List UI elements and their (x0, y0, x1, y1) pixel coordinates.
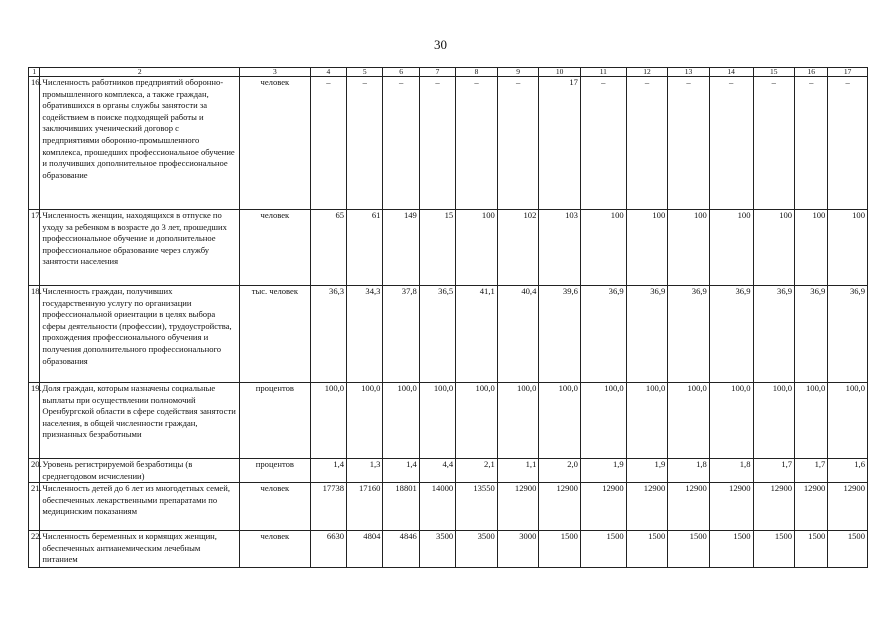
value-cell: 17738 (310, 483, 346, 531)
value-cell: 1500 (668, 531, 710, 568)
value-cell: 1,9 (580, 459, 626, 483)
value-cell: 3500 (456, 531, 498, 568)
value-cell: – (828, 77, 868, 210)
value-cell: 100,0 (828, 383, 868, 459)
value-cell: 36,9 (795, 286, 828, 383)
value-cell: 36,9 (626, 286, 668, 383)
value-cell: 1,4 (383, 459, 419, 483)
value-cell: 1,3 (347, 459, 383, 483)
value-cell: 4804 (347, 531, 383, 568)
value-cell: 36,9 (753, 286, 795, 383)
value-cell: 12900 (709, 483, 753, 531)
table-row (29, 483, 868, 531)
unit-cell: человек (240, 483, 311, 531)
value-cell: – (383, 77, 419, 210)
column-number-cell: 10 (539, 68, 581, 77)
column-number-cell: 11 (580, 68, 626, 77)
value-cell: 36,9 (709, 286, 753, 383)
value-cell: – (580, 77, 626, 210)
value-cell: 100 (580, 210, 626, 286)
value-cell: 100,0 (626, 383, 668, 459)
value-cell: 1,8 (668, 459, 710, 483)
value-cell: 12900 (626, 483, 668, 531)
value-cell: 100,0 (497, 383, 539, 459)
column-number-cell: 13 (668, 68, 710, 77)
value-cell: 65 (310, 210, 346, 286)
value-cell: 100,0 (795, 383, 828, 459)
value-cell: 4846 (383, 531, 419, 568)
indicator-name: Численность работников предприятий оборонно-промышленного комплекса, а также граждан, обратившихся в органы службы занятости за содействием в поиске подходящей работы и заключивших ученический договор с предприятиями оборонно-промышленного комплекса, прошедших профессиональное обучение и получивших дополнительное профессиональное образование (40, 77, 240, 210)
value-cell: – (310, 77, 346, 210)
value-cell: 14000 (419, 483, 455, 531)
value-cell: 1500 (626, 531, 668, 568)
row-number: 19. (29, 383, 40, 459)
value-cell: 12900 (668, 483, 710, 531)
unit-cell: человек (240, 77, 311, 210)
value-cell: 100,0 (539, 383, 581, 459)
value-cell: 12900 (828, 483, 868, 531)
value-cell: – (753, 77, 795, 210)
row-number: 16. (29, 77, 40, 210)
column-number-cell: 6 (383, 68, 419, 77)
value-cell: 100,0 (753, 383, 795, 459)
value-cell: 41,1 (456, 286, 498, 383)
value-cell: 1500 (828, 531, 868, 568)
column-number-row (29, 68, 868, 77)
column-number-cell: 12 (626, 68, 668, 77)
value-cell: – (347, 77, 383, 210)
value-cell: 102 (497, 210, 539, 286)
unit-cell: процентов (240, 459, 311, 483)
value-cell: 1,9 (626, 459, 668, 483)
value-cell: 37,8 (383, 286, 419, 383)
value-cell: 1,7 (753, 459, 795, 483)
value-cell: – (497, 77, 539, 210)
unit-cell: человек (240, 531, 311, 568)
table-row (29, 459, 868, 483)
value-cell: 40,4 (497, 286, 539, 383)
row-number: 20. (29, 459, 40, 483)
value-cell: 15 (419, 210, 455, 286)
value-cell: 100 (668, 210, 710, 286)
value-cell: – (795, 77, 828, 210)
value-cell: 17160 (347, 483, 383, 531)
table-row (29, 531, 868, 568)
value-cell: – (456, 77, 498, 210)
table-row (29, 77, 868, 210)
value-cell: 36,5 (419, 286, 455, 383)
value-cell: – (668, 77, 710, 210)
column-number-cell: 5 (347, 68, 383, 77)
indicator-name: Доля граждан, которым назначены социальные выплаты при осуществлении полномочий Оренбургской области в сфере содействия занятости населения, в общей численности граждан, признанных безработными (40, 383, 240, 459)
page-number: 30 (434, 37, 447, 52)
value-cell: 100,0 (347, 383, 383, 459)
table-row (29, 286, 868, 383)
indicator-name: Уровень регистрируемой безработицы (в среднегодовом исчислении) (40, 459, 240, 483)
indicator-name: Численность женщин, находящихся в отпуске по уходу за ребенком в возрасте до 3 лет, прошедших профессиональное обучение и дополнительное профессиональное образование через службу занятости населения (40, 210, 240, 286)
value-cell: 100 (709, 210, 753, 286)
value-cell: 100 (828, 210, 868, 286)
value-cell: 149 (383, 210, 419, 286)
value-cell: 36,9 (828, 286, 868, 383)
row-number: 18. (29, 286, 40, 383)
value-cell: 100,0 (456, 383, 498, 459)
value-cell: 36,9 (668, 286, 710, 383)
table-row (29, 210, 868, 286)
column-number-cell: 15 (753, 68, 795, 77)
value-cell: 100,0 (709, 383, 753, 459)
value-cell: 100 (753, 210, 795, 286)
value-cell: 4,4 (419, 459, 455, 483)
value-cell: 12900 (753, 483, 795, 531)
value-cell: 1,8 (709, 459, 753, 483)
value-cell: 1,1 (497, 459, 539, 483)
value-cell: 12900 (580, 483, 626, 531)
indicator-name: Численность граждан, получивших государственную услугу по организации профессиональной ориентации в целях выбора сферы деятельности (профессии), трудоустройства, прохождения профессионального обучения и получения дополнительного профессионального образования (40, 286, 240, 383)
value-cell: 100,0 (580, 383, 626, 459)
value-cell: 1500 (709, 531, 753, 568)
value-cell: 1500 (580, 531, 626, 568)
unit-cell: тыс. человек (240, 286, 311, 383)
column-number-cell: 17 (828, 68, 868, 77)
value-cell: 1,7 (795, 459, 828, 483)
indicator-name: Численность беременных и кормящих женщин, обеспеченных антианемическим лечебным питанием (40, 531, 240, 568)
indicator-name: Численность детей до 6 лет из многодетных семей, обеспеченных лекарственными препаратами по медицинским показаниям (40, 483, 240, 531)
column-number-cell: 14 (709, 68, 753, 77)
value-cell: 1500 (539, 531, 581, 568)
column-number-cell: 8 (456, 68, 498, 77)
value-cell: 1500 (753, 531, 795, 568)
value-cell: 1500 (795, 531, 828, 568)
value-cell: 61 (347, 210, 383, 286)
value-cell: 12900 (497, 483, 539, 531)
table-row (29, 383, 868, 459)
column-number-cell: 1 (29, 68, 40, 77)
value-cell: 2,0 (539, 459, 581, 483)
value-cell: – (626, 77, 668, 210)
value-cell: 3000 (497, 531, 539, 568)
column-number-cell: 7 (419, 68, 455, 77)
value-cell: 13550 (456, 483, 498, 531)
value-cell: – (709, 77, 753, 210)
value-cell: 34,3 (347, 286, 383, 383)
value-cell: 100,0 (310, 383, 346, 459)
column-number-cell: 9 (497, 68, 539, 77)
row-number: 22. (29, 531, 40, 568)
value-cell: 17 (539, 77, 581, 210)
value-cell: 36,3 (310, 286, 346, 383)
value-cell: 1,6 (828, 459, 868, 483)
value-cell: 12900 (539, 483, 581, 531)
value-cell: 100,0 (419, 383, 455, 459)
column-number-cell: 3 (240, 68, 311, 77)
value-cell: 100,0 (668, 383, 710, 459)
value-cell: 3500 (419, 531, 455, 568)
unit-cell: человек (240, 210, 311, 286)
value-cell: – (419, 77, 455, 210)
unit-cell: процентов (240, 383, 311, 459)
value-cell: 100 (626, 210, 668, 286)
value-cell: 12900 (795, 483, 828, 531)
value-cell: 1,4 (310, 459, 346, 483)
value-cell: 39,6 (539, 286, 581, 383)
column-number-cell: 4 (310, 68, 346, 77)
column-number-cell: 16 (795, 68, 828, 77)
value-cell: 36,9 (580, 286, 626, 383)
value-cell: 100 (456, 210, 498, 286)
value-cell: 6630 (310, 531, 346, 568)
indicators-table (28, 67, 868, 568)
value-cell: 100,0 (383, 383, 419, 459)
value-cell: 18801 (383, 483, 419, 531)
row-number: 17. (29, 210, 40, 286)
value-cell: 2,1 (456, 459, 498, 483)
value-cell: 103 (539, 210, 581, 286)
value-cell: 100 (795, 210, 828, 286)
column-number-cell: 2 (40, 68, 240, 77)
row-number: 21. (29, 483, 40, 531)
